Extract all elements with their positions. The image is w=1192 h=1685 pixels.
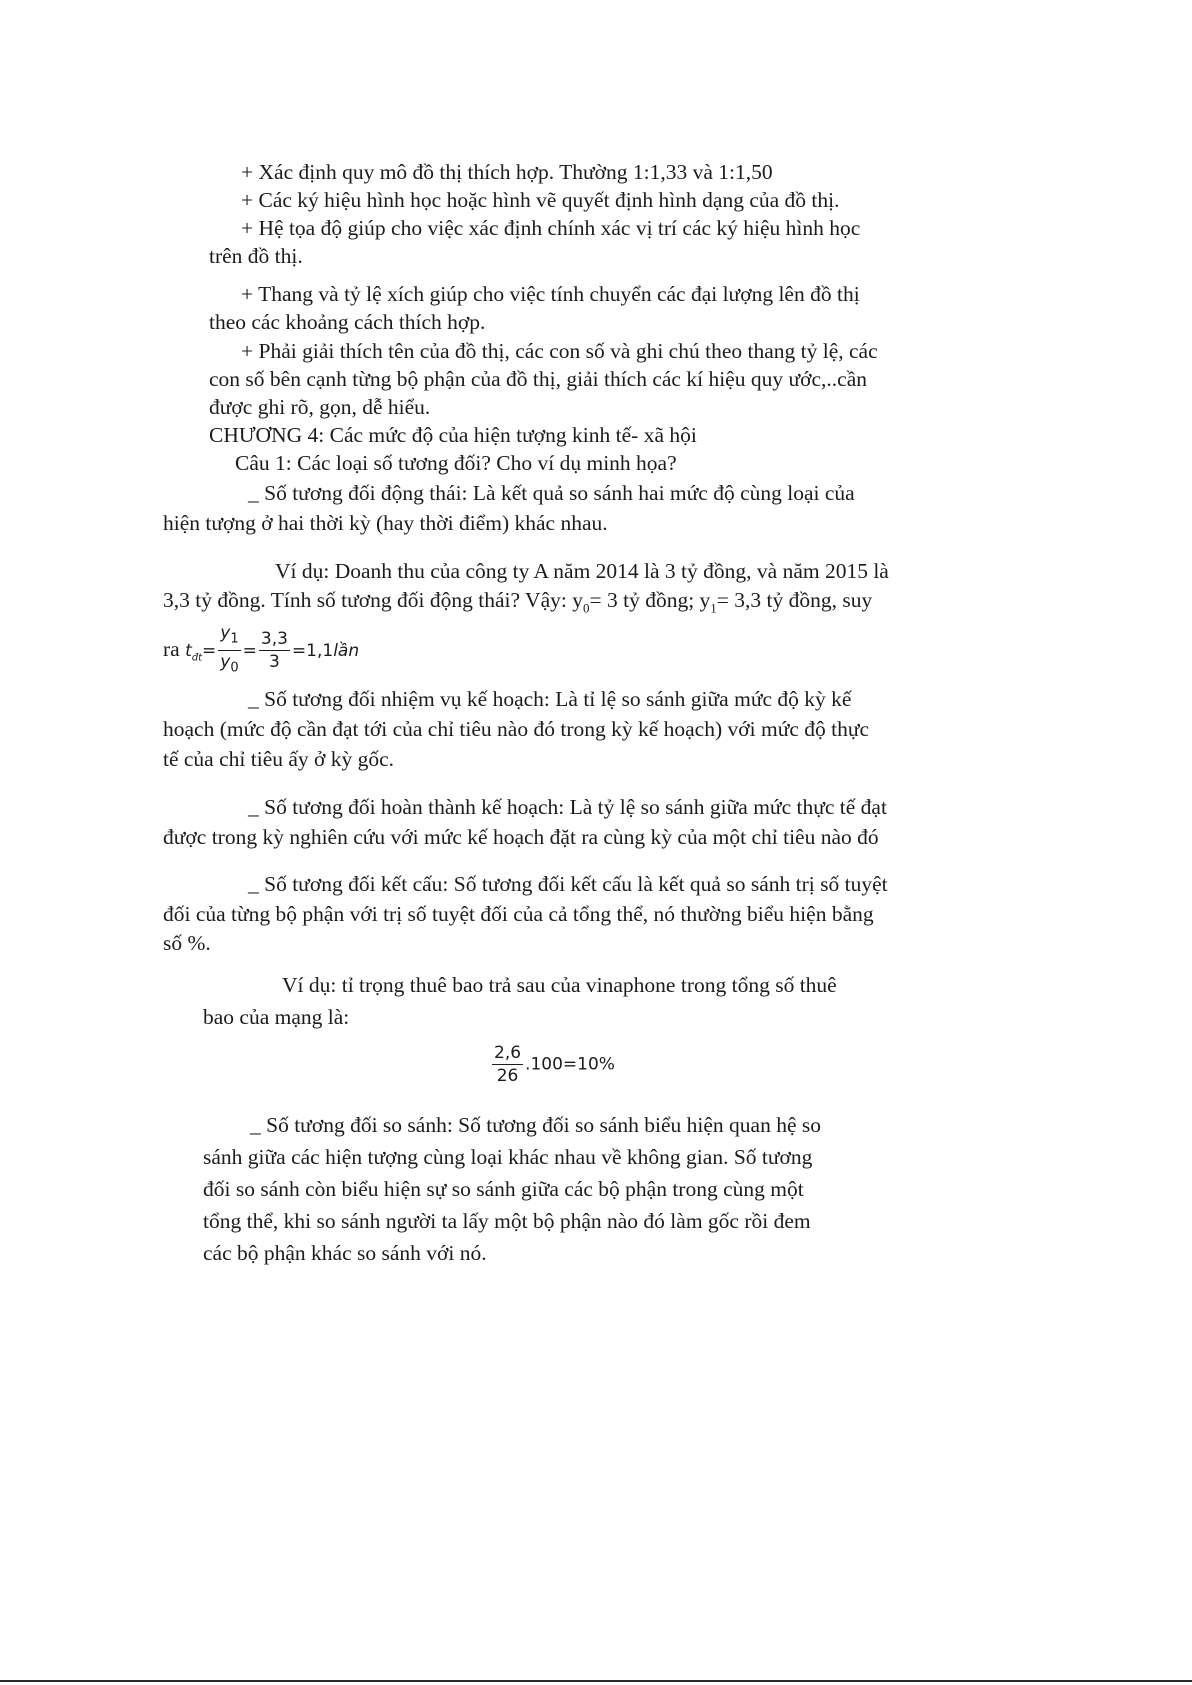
formula-operator: =	[202, 640, 217, 661]
text-line: đối của từng bộ phận với trị số tuyệt đối của cả tổng thể, nó thường biểu hiện bằng	[163, 902, 874, 926]
formula-symbol: t	[185, 640, 192, 661]
text-line: + Phải giải thích tên của đồ thị, các con số và ghi chú theo thang tỷ lệ, các	[241, 339, 878, 363]
text-line: _ Số tương đối kết cấu: Số tương đối kết cấu là kết quả so sánh trị số tuyệt	[248, 872, 888, 896]
text-line: Ví dụ: Doanh thu của công ty A năm 2014 là 3 tỷ đồng, và năm 2015 là	[275, 559, 889, 583]
formula-symbol: y	[220, 623, 231, 643]
formula-dynamic-ratio	[163, 622, 360, 676]
fraction-numerator: 3,3	[260, 629, 288, 650]
example-text: = 3 tỷ đồng; y	[589, 588, 711, 612]
formula-subscript: đt	[191, 652, 203, 664]
text-line: + Các ký hiệu hình học hoặc hình vẽ quyết định hình dạng của đồ thị.	[241, 188, 840, 212]
formula-percentage	[490, 1042, 615, 1087]
text-line: Ví dụ: tỉ trọng thuê bao trả sau của vinaphone trong tổng số thuê	[282, 973, 837, 997]
text-line: tế của chỉ tiêu ấy ở kỳ gốc.	[163, 747, 395, 771]
text-line: hoạch (mức độ cần đạt tới của chỉ tiêu nào đó trong kỳ kế hoạch) với mức độ thực	[163, 717, 870, 741]
fraction-denominator: 26	[496, 1066, 519, 1086]
text-line: + Xác định quy mô đồ thị thích hợp. Thường 1:1,33 và 1:1,50	[241, 160, 773, 184]
text-line: con số bên cạnh từng bộ phận của đồ thị, giải thích các kí hiệu quy ước,..cần	[209, 367, 867, 391]
text-line: theo các khoảng cách thích hợp.	[209, 310, 486, 334]
text-line: đối so sánh còn biểu hiện sự so sánh giữa các bộ phận trong cùng một	[203, 1177, 804, 1201]
text-line: _ Số tương đối hoàn thành kế hoạch: Là tỷ lệ so sánh giữa mức thực tế đạt	[248, 795, 887, 819]
formula-result: =1,1	[291, 640, 334, 661]
formula-subscript: 1	[230, 631, 239, 647]
text-line	[163, 586, 872, 622]
example-text: 3,3 tỷ đồng. Tính số tương đối động thái? Vậy: y	[163, 588, 583, 612]
formula-subscript: 0	[230, 660, 239, 676]
fraction	[259, 628, 290, 673]
subscript: 1	[710, 600, 717, 616]
text-line: _ Số tương đối nhiệm vụ kế hoạch: Là tỉ lệ so sánh giữa mức độ kỳ kế	[248, 687, 852, 711]
text-line: tổng thể, khi so sánh người ta lấy một bộ phận nào đó làm gốc rồi đem	[203, 1209, 811, 1233]
formula-prefix: ra	[163, 636, 180, 661]
fraction	[492, 1042, 523, 1087]
text-line: được trong kỳ nghiên cứu với mức kế hoạch đặt ra cùng kỳ của một chỉ tiêu nào đó	[163, 825, 879, 849]
text-line: sánh giữa các hiện tượng cùng loại khác nhau về không gian. Số tương	[203, 1145, 813, 1169]
text-line: các bộ phận khác so sánh với nó.	[203, 1241, 487, 1265]
text-line: được ghi rõ, gọn, dễ hiểu.	[209, 395, 431, 419]
text-line: hiện tượng ở hai thời kỳ (hay thời điểm) khác nhau.	[163, 511, 608, 535]
subscript: 0	[582, 600, 590, 616]
formula-unit: lần	[333, 640, 360, 661]
text-line: số %.	[163, 931, 211, 955]
formula-operator: =	[242, 640, 257, 661]
text-line: _ Số tương đối động thái: Là kết quả so sánh hai mức độ cùng loại của	[248, 481, 855, 505]
fraction	[218, 622, 240, 680]
text-line: _ Số tương đối so sánh: Số tương đối so sánh biểu hiện quan hệ so	[250, 1113, 821, 1137]
example-text: = 3,3 tỷ đồng, suy	[716, 588, 873, 612]
text-line: trên đồ thị.	[209, 244, 303, 268]
text-line: + Thang và tỷ lệ xích giúp cho việc tính chuyển các đại lượng lên đồ thị	[241, 282, 860, 306]
fraction-numerator: 2,6	[494, 1043, 522, 1063]
page-bottom-rule	[0, 1680, 1192, 1682]
question-heading: Câu 1: Các loại số tương đối? Cho ví dụ minh họa?	[235, 451, 677, 475]
chapter-heading: CHƯƠNG 4: Các mức độ của hiện tượng kinh tế- xã hội	[209, 423, 697, 447]
formula-symbol: y	[220, 652, 231, 673]
formula-result: .100=10%	[525, 1054, 615, 1075]
text-line: + Hệ tọa độ giúp cho việc xác định chính xác vị trí các ký hiệu hình học	[241, 216, 861, 240]
text-line: bao của mạng là:	[203, 1005, 350, 1029]
fraction-denominator: 3	[268, 652, 280, 673]
